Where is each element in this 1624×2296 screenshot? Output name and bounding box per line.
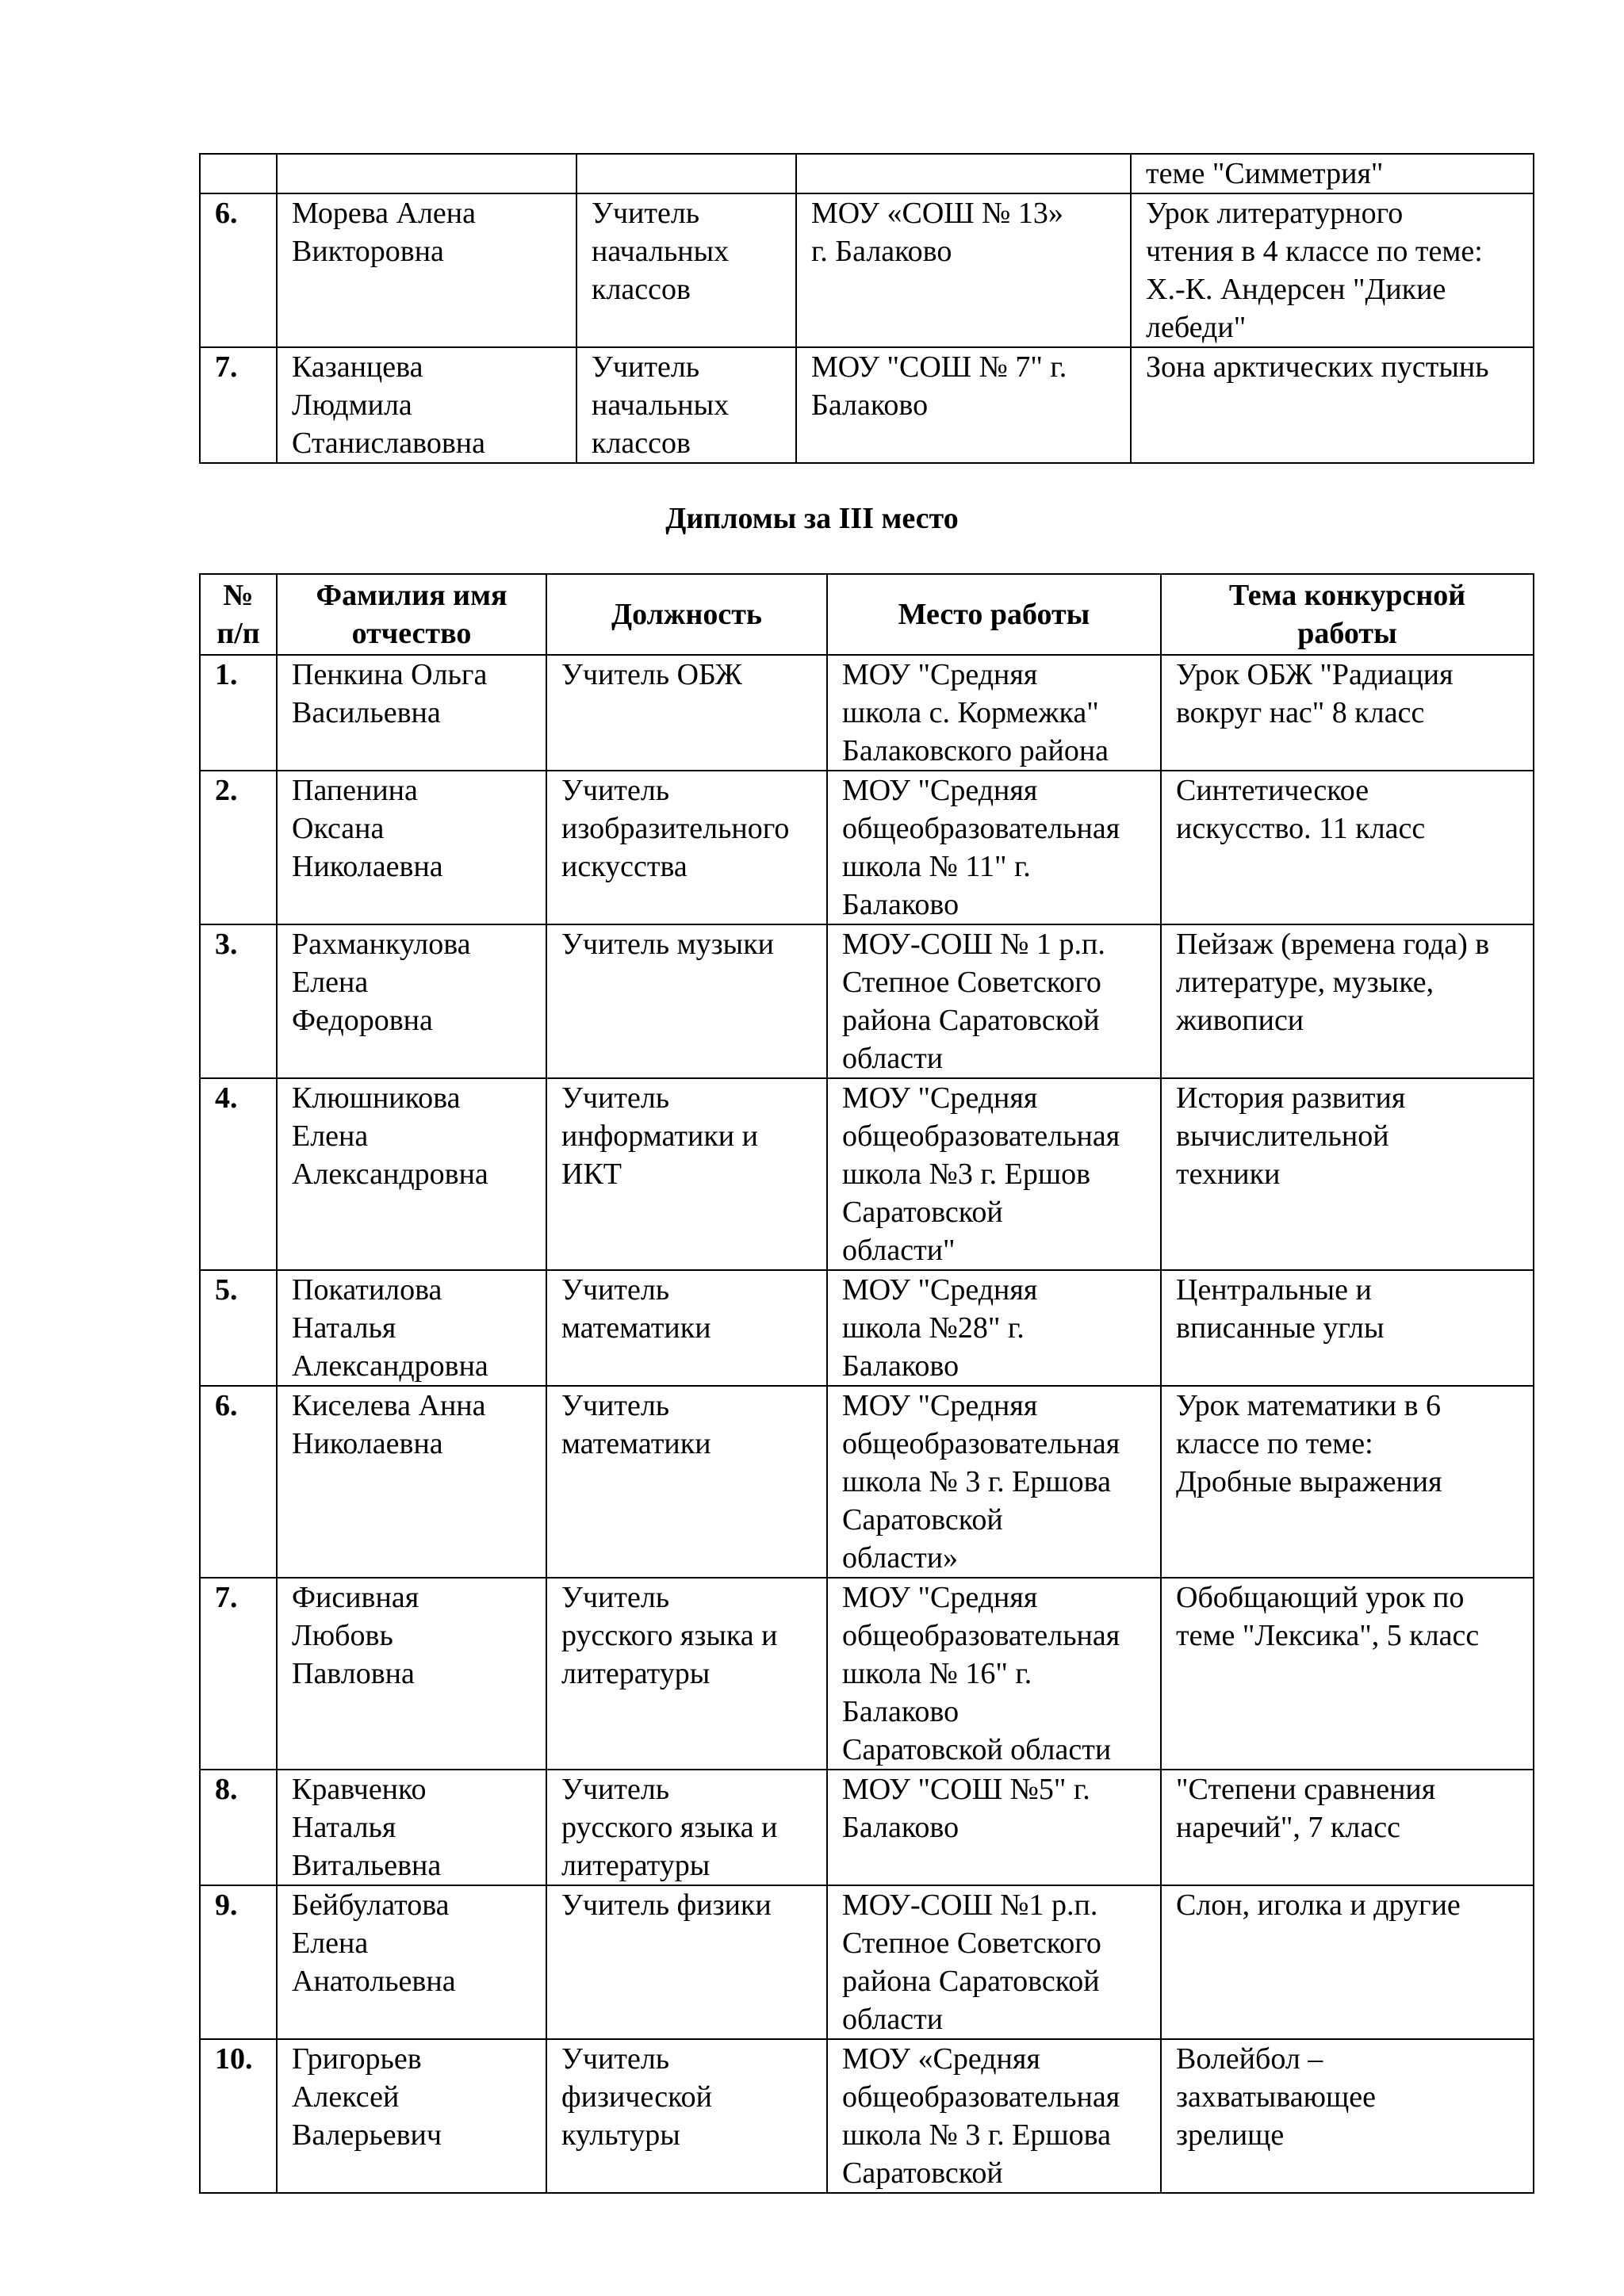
- cell-topic: "Степени сравнения наречий", 7 класс: [1161, 1770, 1534, 1885]
- cell-name: Морева Алена Викторовна: [277, 193, 576, 347]
- table-row: [200, 1386, 1534, 1578]
- cell-name: Григорьев Алексей Валерьевич: [277, 2039, 546, 2193]
- cell-position: Учитель информатики и ИКТ: [546, 1078, 827, 1270]
- table-row: [200, 771, 1534, 924]
- cell-name: Рахманкулова Елена Федоровна: [277, 924, 546, 1078]
- cell-position: Учитель русского языка и литературы: [546, 1770, 827, 1885]
- table-row: [200, 154, 1534, 193]
- cell-name: Папенина Оксана Николаевна: [277, 771, 546, 924]
- cell-topic: История развития вычислительной техники: [1161, 1078, 1534, 1270]
- table-row: [200, 347, 1534, 463]
- cell-num: 5.: [200, 1270, 277, 1386]
- table-row: [200, 1885, 1534, 2039]
- table-row: [200, 1770, 1534, 1885]
- cell-position: Учитель изобразительного искусства: [546, 771, 827, 924]
- cell-topic: Волейбол – захватывающее зрелище: [1161, 2039, 1534, 2193]
- cell-name: Кравченко Наталья Витальевна: [277, 1770, 546, 1885]
- cell-topic: Центральные и вписанные углы: [1161, 1270, 1534, 1386]
- table-row: [200, 1078, 1534, 1270]
- cell-workplace: МОУ "Средняя общеобразовательная школа № 3 г. Ершова Саратовской области»: [827, 1386, 1161, 1578]
- cell-position: Учитель математики: [546, 1386, 827, 1578]
- cell-topic: Слон, иголка и другие: [1161, 1885, 1534, 2039]
- cell-num: 9.: [200, 1885, 277, 2039]
- header-num: № п/п: [200, 574, 277, 655]
- cell-num: [200, 154, 277, 193]
- cell-workplace: МОУ "Средняя школа с. Кормежка" Балаковского района: [827, 655, 1161, 771]
- table-row: [200, 2039, 1534, 2193]
- cell-position: Учитель математики: [546, 1270, 827, 1386]
- cell-num: 7.: [200, 1578, 277, 1770]
- cell-position: Учитель физической культуры: [546, 2039, 827, 2193]
- cell-position: Учитель музыки: [546, 924, 827, 1078]
- cell-num: 1.: [200, 655, 277, 771]
- cell-name: Бейбулатова Елена Анатольевна: [277, 1885, 546, 2039]
- third-place-table: [199, 573, 1534, 2194]
- cell-num: 7.: [200, 347, 277, 463]
- cell-position: [576, 154, 796, 193]
- third-table-body: [200, 655, 1534, 2193]
- cell-workplace: МОУ "Средняя общеобразовательная школа №3 г. Ершов Саратовской области": [827, 1078, 1161, 1270]
- cell-name: Киселева Анна Николаевна: [277, 1386, 546, 1578]
- cell-num: 8.: [200, 1770, 277, 1885]
- cell-workplace: МОУ-СОШ №1 р.п. Степное Советского района Саратовской области: [827, 1885, 1161, 2039]
- cell-workplace: МОУ "СОШ № 7" г. Балаково: [796, 347, 1131, 463]
- cell-position: Учитель физики: [546, 1885, 827, 2039]
- cell-num: 3.: [200, 924, 277, 1078]
- cell-workplace: МОУ "Средняя школа №28" г. Балаково: [827, 1270, 1161, 1386]
- cell-workplace: МОУ "Средняя общеобразовательная школа № 11" г. Балаково: [827, 771, 1161, 924]
- cell-name: Пенкина Ольга Васильевна: [277, 655, 546, 771]
- cell-name: Клюшникова Елена Александровна: [277, 1078, 546, 1270]
- cell-name: Покатилова Наталья Александровна: [277, 1270, 546, 1386]
- table-row: [200, 924, 1534, 1078]
- cell-num: 4.: [200, 1078, 277, 1270]
- cell-num: 2.: [200, 771, 277, 924]
- continued-table: [199, 153, 1534, 464]
- cell-workplace: МОУ "СОШ №5" г. Балаково: [827, 1770, 1161, 1885]
- cell-topic: Обобщающий урок по теме "Лексика", 5 класс: [1161, 1578, 1534, 1770]
- table-row: [200, 1270, 1534, 1386]
- header-name: Фамилия имя отчество: [277, 574, 546, 655]
- continued-table-body: [200, 154, 1534, 463]
- header-topic: Тема конкурсной работы: [1161, 574, 1534, 655]
- cell-num: 6.: [200, 193, 277, 347]
- cell-topic: Урок литературного чтения в 4 классе по теме: Х.-К. Андерсен "Дикие лебеди": [1131, 193, 1534, 347]
- cell-workplace: МОУ «Средняя общеобразовательная школа № 3 г. Ершова Саратовской: [827, 2039, 1161, 2193]
- cell-topic: Урок математики в 6 классе по теме: Дробные выражения: [1161, 1386, 1534, 1578]
- cell-workplace: МОУ "Средняя общеобразовательная школа № 16" г. Балаково Саратовской области: [827, 1578, 1161, 1770]
- section-title: Дипломы за III место: [665, 502, 959, 535]
- cell-topic: Синтетическое искусство. 11 класс: [1161, 771, 1534, 924]
- cell-workplace: [796, 154, 1131, 193]
- cell-name: Казанцева Людмила Станиславовна: [277, 347, 576, 463]
- table-row: [200, 655, 1534, 771]
- header-position: Должность: [546, 574, 827, 655]
- table-header-row: [200, 574, 1534, 655]
- cell-num: 6.: [200, 1386, 277, 1578]
- cell-num: 10.: [200, 2039, 277, 2193]
- table-row: [200, 1578, 1534, 1770]
- cell-name: [277, 154, 576, 193]
- cell-position: Учитель начальных классов: [576, 347, 796, 463]
- header-workplace: Место работы: [827, 574, 1161, 655]
- cell-topic: Зона арктических пустынь: [1131, 347, 1534, 463]
- cell-workplace: МОУ «СОШ № 13» г. Балаково: [796, 193, 1131, 347]
- cell-position: Учитель начальных классов: [576, 193, 796, 347]
- cell-topic: теме "Симметрия": [1131, 154, 1534, 193]
- cell-topic: Пейзаж (времена года) в литературе, музыке, живописи: [1161, 924, 1534, 1078]
- cell-name: Фисивная Любовь Павловна: [277, 1578, 546, 1770]
- cell-workplace: МОУ-СОШ № 1 р.п. Степное Советского района Саратовской области: [827, 924, 1161, 1078]
- cell-topic: Урок ОБЖ "Радиация вокруг нас" 8 класс: [1161, 655, 1534, 771]
- cell-position: Учитель русского языка и литературы: [546, 1578, 827, 1770]
- cell-position: Учитель ОБЖ: [546, 655, 827, 771]
- table-row: [200, 193, 1534, 347]
